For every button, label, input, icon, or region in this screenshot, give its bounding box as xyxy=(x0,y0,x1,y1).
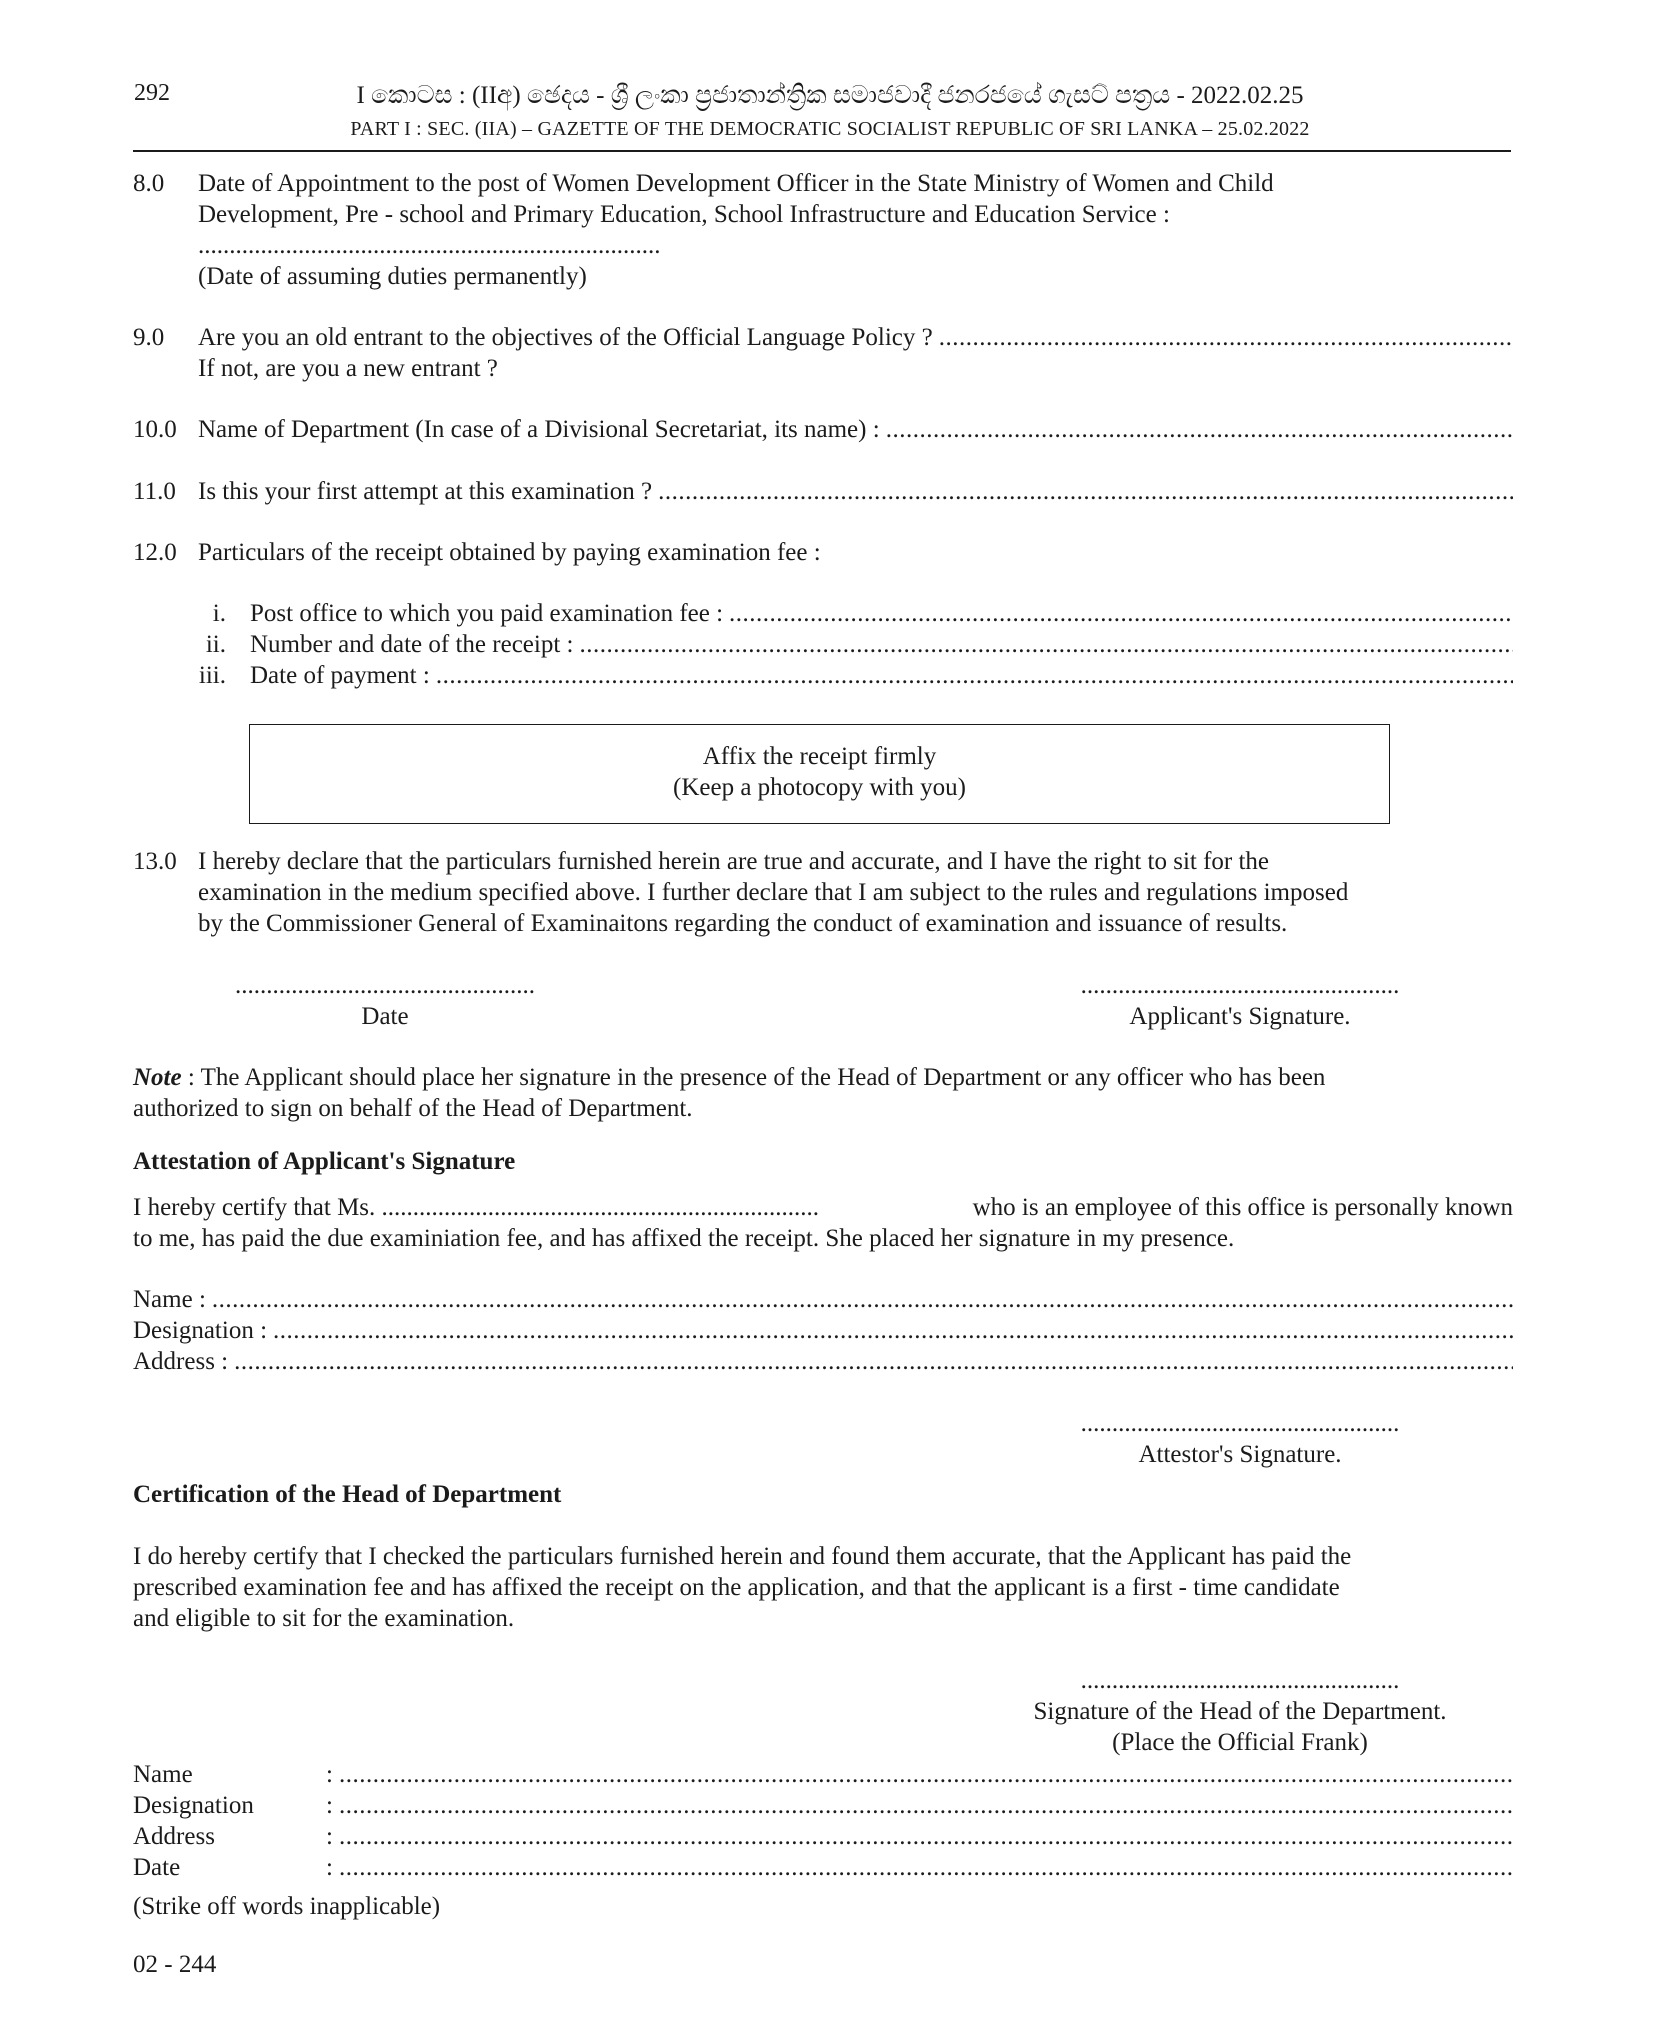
attestor-address-field[interactable] xyxy=(133,1346,1513,1377)
field-colon: : xyxy=(326,1854,333,1881)
strike-off-note: (Strike off words inapplicable) xyxy=(133,1893,441,1920)
field-label: Date xyxy=(133,1854,181,1881)
item-text-line: by the Commissioner General of Examinaitons regarding the conduct of examination and issuance of results. xyxy=(198,910,1288,937)
item-text-line: Development, Pre - school and Primary Education, School Infrastructure and Education Service : xyxy=(198,201,1170,228)
item-number: 11.0 xyxy=(133,478,176,505)
item-number: 13.0 xyxy=(133,848,177,875)
item-text-line: Name of Department (In case of a Divisional Secretariat, its name) : xyxy=(198,416,880,443)
sub-item xyxy=(190,660,1513,691)
receipt-box-line: (Keep a photocopy with you) xyxy=(673,774,966,801)
head-signature-block xyxy=(990,1665,1490,1758)
certification-text-line: I do hereby certify that I checked the particulars furnished herein and found them accurate, that the Applicant has paid the xyxy=(133,1543,1352,1570)
sub-item-label: Number and date of the receipt : xyxy=(250,631,574,658)
sub-item xyxy=(190,598,1513,629)
item-number: 9.0 xyxy=(133,324,165,351)
attestor-signature-label: Attestor's Signature. xyxy=(1138,1441,1342,1468)
fill-in-dots[interactable] xyxy=(729,598,1513,629)
field-label: Designation : xyxy=(133,1317,268,1344)
field-label: Name xyxy=(133,1761,193,1788)
item-text-line: Are you an old entrant to the objectives of the Official Language Policy ? xyxy=(198,324,933,351)
note-label: Note xyxy=(133,1064,182,1091)
field-colon: : xyxy=(326,1823,333,1850)
fill-in-dots[interactable] xyxy=(212,1284,1513,1315)
item-text-line: Is this your first attempt at this examination ? xyxy=(198,478,653,505)
field-colon: : xyxy=(326,1761,333,1788)
date-dots[interactable]: ................................................ xyxy=(235,972,535,999)
sub-item-label: Post office to which you paid examination fee : xyxy=(250,600,724,627)
item-text-line: Particulars of the receipt obtained by paying examination fee : xyxy=(198,539,821,566)
item-text-line: If not, are you a new entrant ? xyxy=(198,355,498,382)
applicant-signature-block xyxy=(1040,970,1440,1032)
fill-in-dots[interactable] xyxy=(339,1790,1513,1821)
date-label: Date xyxy=(361,1003,409,1030)
signature-dots[interactable]: ................................................... xyxy=(1080,1410,1400,1437)
attestation-text-line: to me, has paid the due examiniation fee, and has affixed the receipt. She placed her signature in my presence. xyxy=(133,1225,1235,1252)
certification-text-line: prescribed examination fee and has affixed the receipt on the application, and that the applicant is a first - time candidate xyxy=(133,1574,1340,1601)
signature-dots[interactable]: ................................................... xyxy=(1080,972,1400,999)
certification-title: Certification of the Head of Department xyxy=(133,1481,562,1508)
field-label: Name : xyxy=(133,1286,206,1313)
fill-in-dots[interactable] xyxy=(273,1315,1513,1346)
certification-text-line: and eligible to sit for the examination. xyxy=(133,1605,515,1632)
applicant-signature-label: Applicant's Signature. xyxy=(1129,1003,1351,1030)
fill-in-dots[interactable] xyxy=(886,414,1513,445)
page-number: 292 xyxy=(134,80,170,106)
roman-numeral: iii. xyxy=(198,662,226,689)
item-text-line: I hereby declare that the particulars furnished herein are true and accurate, and I have the right to sit for the xyxy=(198,848,1270,875)
item-text-line: Date of Appointment to the post of Women Development Officer in the State Ministry of Women and Child xyxy=(198,170,1274,197)
attestation-name-fill[interactable]: I hereby certify that Ms. ...................................................................... xyxy=(133,1194,820,1221)
english-header: PART I : SEC. (IIA) – GAZETTE OF THE DEMOCRATIC SOCIALIST REPUBLIC OF SRI LANKA – 25.02.2022 xyxy=(350,118,1310,140)
attestation-text xyxy=(133,1192,1513,1254)
fill-in-dots[interactable] xyxy=(658,476,1513,507)
official-frank-label: (Place the Official Frank) xyxy=(1112,1729,1368,1756)
roman-numeral: i. xyxy=(212,600,226,627)
signature-dots[interactable]: ................................................... xyxy=(1080,1667,1400,1694)
item-number: 10.0 xyxy=(133,416,177,443)
attestor-name-field[interactable] xyxy=(133,1284,1513,1315)
fill-in-dots[interactable]: .......................................................................... xyxy=(198,232,661,259)
sub-item-label: Date of payment : xyxy=(250,662,430,689)
roman-numeral: ii. xyxy=(205,631,226,658)
field-label: Address xyxy=(133,1823,215,1850)
head-designation-field[interactable] xyxy=(133,1790,1513,1821)
header-rule xyxy=(133,150,1511,152)
sinhala-header: I කොටස : (IIඅ) ඡෙදය - ශ්‍රී ලංකා ප්‍රජාතාන්ත්‍රික සමාජවාදී ජනරජයේ ගැසට් පත්‍රය - 2022.02.25 xyxy=(356,82,1304,109)
receipt-box-line: Affix the receipt firmly xyxy=(702,743,937,770)
fill-in-dots[interactable] xyxy=(939,322,1513,353)
attestation-title: Attestation of Applicant's Signature xyxy=(133,1148,516,1175)
field-label: Designation xyxy=(133,1792,254,1819)
note-text: authorized to sign on behalf of the Head of Department. xyxy=(133,1095,693,1122)
fill-in-dots[interactable] xyxy=(436,660,1513,691)
note-block xyxy=(133,1062,1513,1124)
attestor-signature-block xyxy=(1040,1408,1440,1470)
fill-in-dots[interactable] xyxy=(339,1852,1513,1883)
attestor-designation-field[interactable] xyxy=(133,1315,1513,1346)
receipt-sub-items xyxy=(190,598,1513,691)
field-colon: : xyxy=(326,1792,333,1819)
head-date-field[interactable] xyxy=(133,1852,1513,1883)
sub-item xyxy=(190,629,1513,660)
certification-text xyxy=(133,1541,1513,1634)
item-note: (Date of assuming duties permanently) xyxy=(198,263,587,290)
item-text-line: examination in the medium specified above. I further declare that I am subject to the rules and regulations imposed xyxy=(198,879,1349,906)
field-label: Address : xyxy=(133,1348,229,1375)
fill-in-dots[interactable] xyxy=(339,1821,1513,1852)
attestation-text-line: who is an employee of this office is personally known xyxy=(972,1194,1513,1221)
receipt-affix-box xyxy=(249,724,1390,824)
head-signature-label: Signature of the Head of the Department. xyxy=(1033,1698,1447,1725)
fill-in-dots[interactable] xyxy=(579,629,1513,660)
item-number: 8.0 xyxy=(133,170,165,197)
head-fields xyxy=(133,1759,1513,1883)
attestor-fields xyxy=(133,1284,1513,1377)
head-name-field[interactable] xyxy=(133,1759,1513,1790)
item-number: 12.0 xyxy=(133,539,177,566)
note-text: : The Applicant should place her signature in the presence of the Head of Department or any officer who has been xyxy=(181,1064,1326,1091)
head-address-field[interactable] xyxy=(133,1821,1513,1852)
fill-in-dots[interactable] xyxy=(234,1346,1513,1377)
footer-code: 02 - 244 xyxy=(133,1951,217,1978)
fill-in-dots[interactable] xyxy=(339,1759,1513,1790)
date-sign-block xyxy=(210,970,560,1032)
